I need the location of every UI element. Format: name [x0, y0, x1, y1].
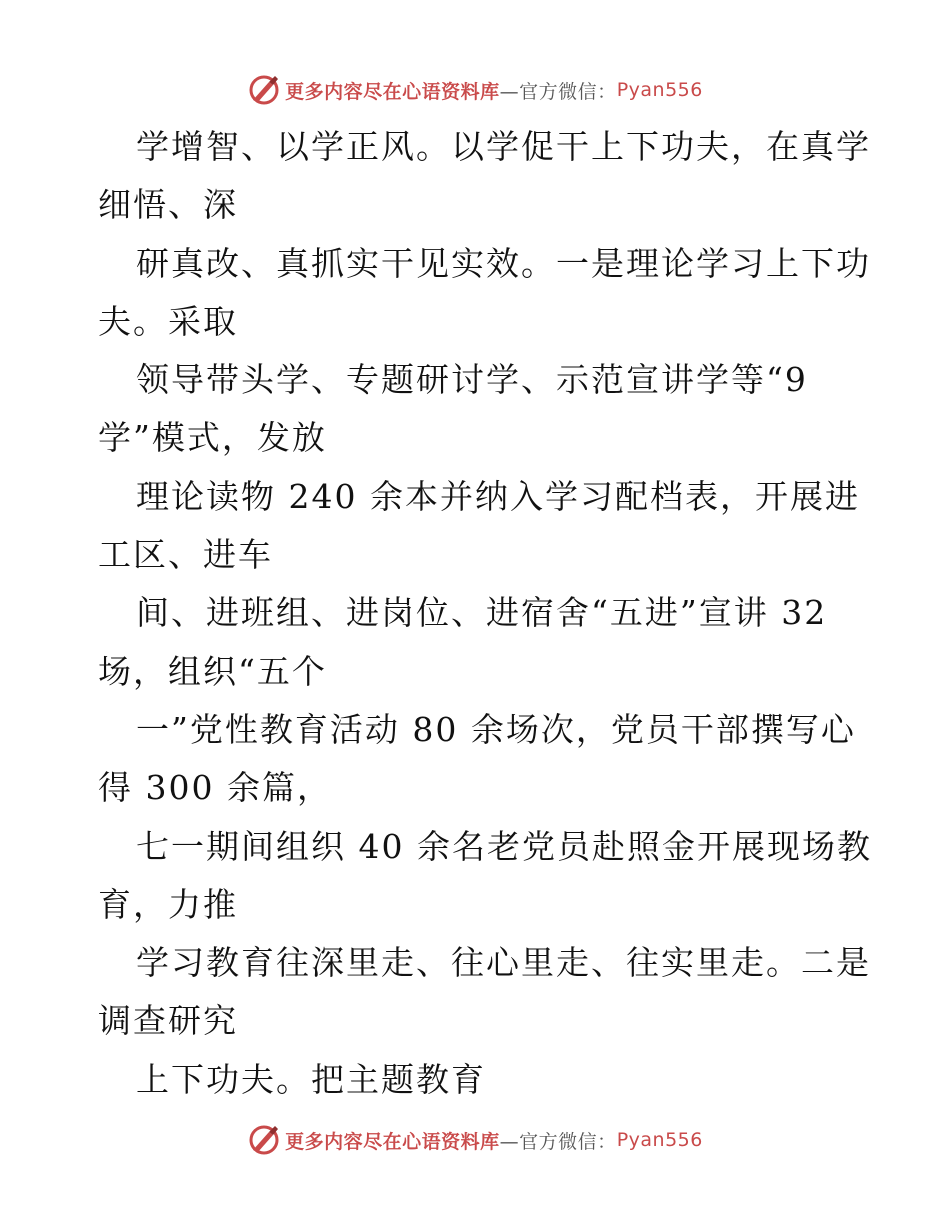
text-line: 七一期间组织 40 余名老党员赴照金开展现场教 — [136, 826, 872, 866]
footer-banner — [0, 1120, 950, 1160]
text-line: 上下功夫。把主题教育 — [136, 1059, 486, 1099]
banner-wechat-id: Pyan556 — [616, 1129, 703, 1151]
text-line: 调查研究 — [98, 1001, 238, 1041]
text-line: 一”党性教育活动 80 余场次，党员干部撰写心 — [136, 709, 856, 749]
banner-site-name: 更多内容尽在心语资料库 — [285, 1130, 500, 1153]
text-line: 夫。采取 — [98, 301, 238, 341]
text-line: 理论读物 240 余本并纳入学习配档表，开展进 — [136, 476, 860, 516]
text-line: 间、进班组、进岗位、进宿舍“五进”宣讲 32 — [136, 593, 828, 633]
text-line: 学习教育往深里走、往心里走、往实里走。二是 — [136, 943, 871, 983]
text-line: 学”模式，发放 — [98, 418, 327, 458]
text-line: 场，组织“五个 — [98, 651, 327, 691]
text-line: 研真改、真抓实干见实效。一是理论学习上下功 — [136, 243, 871, 283]
pen-logo-icon — [247, 1123, 281, 1157]
banner-site-name: 更多内容尽在心语资料库 — [285, 80, 500, 103]
banner-wechat-label: —官方微信： — [499, 1130, 617, 1153]
text-line: 领导带头学、专题研讨学、示范宣讲学等“9 — [136, 360, 808, 400]
text-line: 细悟、深 — [98, 185, 238, 225]
pen-logo-icon — [247, 73, 281, 107]
banner-wechat-label: —官方微信： — [499, 80, 617, 103]
text-line: 得 300 余篇， — [98, 768, 332, 808]
document-body — [98, 118, 878, 1109]
banner-wechat-id: Pyan556 — [616, 79, 703, 101]
header-banner — [0, 70, 950, 110]
text-line: 育，力推 — [98, 884, 238, 924]
text-line: 学增智、以学正风。以学促干上下功夫，在真学 — [136, 127, 871, 166]
text-line: 工区、进车 — [98, 535, 273, 575]
